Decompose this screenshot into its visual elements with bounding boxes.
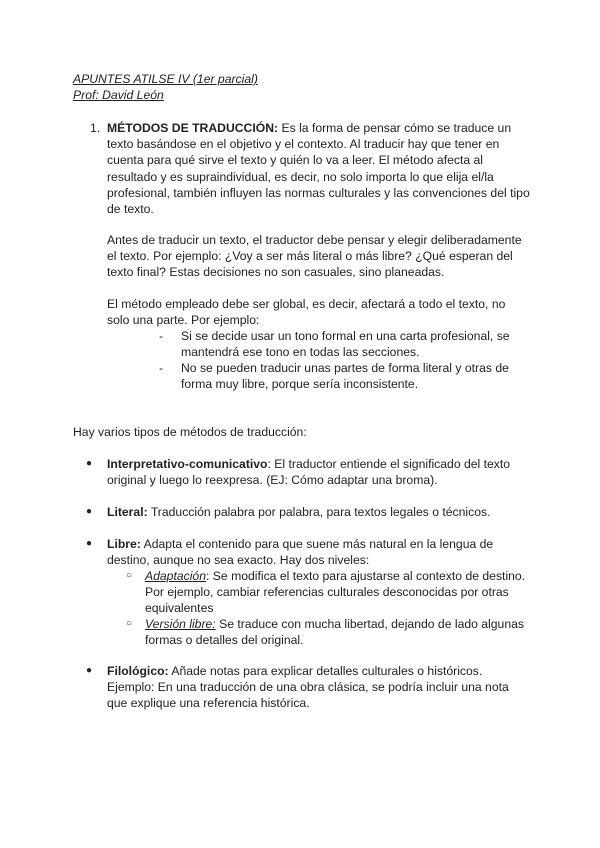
method-term: Filológico: bbox=[107, 664, 169, 678]
level-text bbox=[145, 616, 526, 648]
method-term: Interpretativo-comunicativo bbox=[107, 457, 268, 471]
paragraph-deliberate-choice: Antes de traducir un texto, el traductor debe pensar y elegir deliberadamente el texto. Por ejemplo: ¿Voy a ser más literal o más libre? ¿Qué esperan del texto final? Estas decisiones no son casuales, sino planeadas. bbox=[107, 233, 522, 280]
circle-bullet-icon: ○ bbox=[126, 570, 133, 581]
method-literal bbox=[86, 504, 526, 520]
method-text bbox=[107, 456, 526, 488]
level-description: : Se modifica el texto para ajustarse al contexto de destino. Por ejemplo, cambiar referencias culturales desconocidas por otras equivalentes bbox=[145, 569, 526, 616]
definition-text: Es la forma de pensar cómo se traduce un texto basándose en el objetivo y el contexto. Al traducir hay que tener en cuenta para qué sirve el texto y quién lo va a leer. El método afecta al resultado y es supraindividual, es decir, no solo importa lo que elija el/la profesional, también influyen las normas culturales y las convenciones del tipo de texto. bbox=[107, 121, 530, 217]
professor-name: Prof: David León bbox=[73, 88, 164, 103]
method-interpretativo bbox=[86, 456, 526, 488]
bullet-icon: ● bbox=[86, 458, 93, 469]
section-title: MÉTODOS DE TRADUCCIÓN: bbox=[107, 121, 279, 135]
circle-bullet-icon: ○ bbox=[126, 618, 133, 629]
method-description: Adapta el contenido para que suene más natural en la lengua de destino, aunque no sea exacto. Hay dos niveles: bbox=[107, 537, 494, 568]
method-text bbox=[107, 536, 526, 568]
level-term: Adaptación bbox=[145, 569, 206, 583]
libre-level-version-libre bbox=[126, 616, 526, 648]
level-description: Se traduce con mucha libertad, dejando de lado algunas formas o detalles del original. bbox=[145, 617, 524, 648]
bullet-icon: ● bbox=[86, 538, 93, 549]
method-text bbox=[107, 504, 526, 520]
method-sep: : bbox=[267, 457, 275, 471]
bullet-icon: ● bbox=[86, 506, 93, 517]
document-header bbox=[73, 71, 258, 103]
level-term: Versión libre: bbox=[145, 617, 216, 631]
example-text: Si se decide usar un tono formal en una carta profesional, se mantendrá ese tono en todas las secciones. bbox=[181, 329, 510, 360]
method-term: Libre: bbox=[107, 537, 141, 551]
bullet-icon: ● bbox=[86, 665, 93, 676]
paragraph-global-method: El método empleado debe ser global, es decir, afectará a todo el texto, no solo una parte. Por ejemplo: bbox=[107, 297, 506, 328]
method-description: Traducción palabra por palabra, para textos legales o técnicos. bbox=[150, 505, 491, 519]
section-definition bbox=[107, 120, 530, 217]
method-text bbox=[107, 663, 526, 712]
method-term: Literal: bbox=[107, 505, 148, 519]
section-1 bbox=[90, 120, 530, 217]
section-number: 1. bbox=[90, 121, 101, 135]
example-text: No se pueden traducir unas partes de forma literal y otras de forma muy libre, porque sería inconsistente. bbox=[181, 361, 509, 392]
types-intro: Hay varios tipos de métodos de traducción: bbox=[73, 425, 307, 439]
method-description: El traductor entiende el significado del texto original y luego lo reexpresa. (EJ: Cómo adaptar una broma). bbox=[107, 457, 511, 488]
method-filologico bbox=[86, 663, 526, 712]
dash-marker: - bbox=[159, 329, 164, 343]
method-libre bbox=[86, 536, 526, 568]
method-description: Añade notas para explicar detalles culturales o históricos. Ejemplo: En una traducción de una obra clásica, se podría incluir una nota que explique una referencia histórica. bbox=[107, 664, 509, 711]
libre-level-adaptacion bbox=[126, 568, 526, 617]
example-item bbox=[159, 360, 529, 392]
level-text bbox=[145, 568, 526, 617]
example-item bbox=[159, 328, 529, 360]
course-title: APUNTES ATILSE IV (1er parcial) bbox=[73, 72, 258, 86]
dash-marker: - bbox=[159, 361, 164, 375]
